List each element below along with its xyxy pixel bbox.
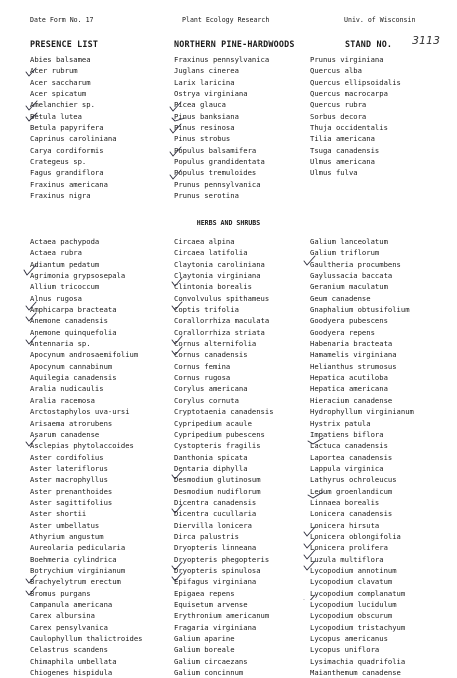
species-entry: Dryopteris phegopteris bbox=[174, 554, 270, 564]
species-entry: Aralia nudicaulis bbox=[30, 384, 104, 394]
species-entry: Populus tremuloides bbox=[174, 168, 257, 178]
species-entry: Lycopodium obscurum bbox=[310, 611, 393, 621]
species-entry: Convolvulus spithameus bbox=[174, 293, 270, 303]
species-entry: Quercus alba bbox=[310, 66, 362, 76]
species-entry: Hamamelis virginiana bbox=[310, 350, 397, 360]
species-entry: Carex pensylvanica bbox=[30, 622, 108, 632]
presence-list-title: PRESENCE LIST bbox=[30, 39, 99, 49]
species-entry: Laportea canadensis bbox=[310, 452, 393, 462]
species-entry: Acer rubrum bbox=[30, 66, 78, 76]
herbs-column-1 bbox=[30, 236, 143, 678]
trees-column-1 bbox=[30, 54, 117, 201]
species-entry: Aster sagittifolius bbox=[30, 497, 113, 507]
species-entry: Dirca palustris bbox=[174, 531, 239, 541]
species-entry: Cornus canadensis bbox=[174, 350, 248, 360]
species-entry: Galium aparine bbox=[174, 634, 235, 644]
species-entry: Fagus grandiflora bbox=[30, 168, 104, 178]
species-entry: Maianthemum canadense bbox=[310, 668, 401, 678]
species-entry: Aster macrophyllus bbox=[30, 475, 108, 485]
species-entry: Sorbus decora bbox=[310, 111, 367, 121]
species-entry: Hieracium canadense bbox=[310, 395, 393, 405]
species-entry: Cornus femina bbox=[174, 361, 231, 371]
species-entry: Amelanchier sp. bbox=[30, 100, 95, 110]
species-entry: Fraxinus americana bbox=[30, 179, 108, 189]
species-entry: Picea glauca bbox=[174, 100, 226, 110]
species-entry: Crategeus sp. bbox=[30, 157, 87, 167]
species-entry: Caprinus caroliniana bbox=[30, 134, 117, 144]
species-entry: Lycopodium clavatum bbox=[310, 577, 393, 587]
species-entry: Diervilla lonicera bbox=[174, 520, 252, 530]
species-entry: Impatiens biflora bbox=[310, 429, 384, 439]
species-entry: Lysimachia quadrifolia bbox=[310, 656, 406, 666]
species-entry: Clintonia borealis bbox=[174, 282, 252, 292]
species-entry: Corallorrhiza striata bbox=[174, 327, 265, 337]
species-entry: Ledum groenlandicum bbox=[310, 486, 393, 496]
species-entry: Prunus serotina bbox=[174, 191, 239, 201]
species-entry: Epifagus virginiana bbox=[174, 577, 257, 587]
species-entry: Arctostaphylos uva-ursi bbox=[30, 407, 130, 417]
species-entry: Pinus banksiana bbox=[174, 111, 239, 121]
species-entry: Apocynum androsaemifolium bbox=[30, 350, 139, 360]
species-entry: Lycopus americanus bbox=[310, 634, 388, 644]
species-entry: Cornus alternifolia bbox=[174, 339, 257, 349]
species-entry: Tsuga canadensis bbox=[310, 145, 380, 155]
species-entry: Cryptotaenia canadensis bbox=[174, 407, 274, 417]
species-entry: Carya cordiformis bbox=[30, 145, 104, 155]
species-entry: Erythronium americanum bbox=[174, 611, 270, 621]
species-entry: Hydrophyllum virginianum bbox=[310, 407, 414, 417]
species-entry: Aureolaria pedicularia bbox=[30, 543, 126, 553]
species-entry: Prunus pennsylvanica bbox=[174, 179, 261, 189]
species-entry: Lycopodium complanatum bbox=[310, 588, 406, 598]
species-entry: Corylus americana bbox=[174, 384, 248, 394]
species-entry: Hepatica americana bbox=[310, 384, 388, 394]
species-entry: Galium triflorum bbox=[310, 248, 380, 258]
species-entry: Lonicera canadensis bbox=[310, 509, 393, 519]
stand-label: STAND NO. bbox=[345, 39, 393, 49]
species-entry: Ulmus fulva bbox=[310, 168, 358, 178]
species-entry: Gaylussacia baccata bbox=[310, 271, 393, 281]
university-name: Univ. of Wisconsin bbox=[344, 16, 416, 24]
species-entry: Actaea rubra bbox=[30, 248, 82, 258]
species-entry: Abies balsamea bbox=[30, 55, 91, 64]
species-entry: Geum canadense bbox=[310, 293, 371, 303]
species-entry: Cypripedium acaule bbox=[174, 418, 252, 428]
species-entry: Corylus cornuta bbox=[174, 395, 239, 405]
species-entry: Dentaria diphylla bbox=[174, 463, 248, 473]
species-entry: Ostrya virginiana bbox=[174, 89, 248, 99]
community-title: NORTHERN PINE-HARDWOODS bbox=[174, 39, 295, 49]
species-entry: Amphicarpa bracteata bbox=[30, 305, 117, 315]
species-entry: Juglans cinerea bbox=[174, 66, 239, 76]
species-entry: Lonicera prolifera bbox=[310, 543, 388, 553]
species-entry: Chiogenes hispidula bbox=[30, 668, 113, 678]
trees-column-2 bbox=[174, 54, 269, 201]
species-entry: Brachyelytrum erectum bbox=[30, 577, 121, 587]
species-entry: Aster cordifolius bbox=[30, 452, 104, 462]
species-entry: Lycopodium annotinum bbox=[310, 565, 397, 575]
species-entry: Botrychium virginianum bbox=[30, 565, 126, 575]
species-entry: Acer saccharum bbox=[30, 77, 91, 87]
species-entry: Hystrix patula bbox=[310, 418, 371, 428]
species-entry: Dryopteris linneana bbox=[174, 543, 257, 553]
species-entry: Fragaria virginiana bbox=[174, 622, 257, 632]
species-entry: Aralia racemosa bbox=[30, 395, 95, 405]
species-entry: Campanula americana bbox=[30, 600, 113, 609]
species-entry: Danthonia spicata bbox=[174, 452, 248, 462]
species-entry: Claytonia caroliniana bbox=[174, 259, 265, 269]
species-entry: Tilia americana bbox=[310, 134, 375, 144]
species-entry: Lonicera oblongifolia bbox=[310, 531, 401, 541]
species-entry: Goodyera pubescens bbox=[310, 316, 388, 326]
species-entry: Adiantum pedatum bbox=[30, 259, 100, 269]
species-entry: Celastrus scandens bbox=[30, 645, 108, 655]
species-entry: Circaea alpina bbox=[174, 237, 235, 246]
species-entry: Populus balsamifera bbox=[174, 145, 257, 155]
species-entry: Antennaria sp. bbox=[30, 339, 91, 349]
stand-number: 3113 bbox=[412, 34, 440, 47]
species-entry: Lappula virginica bbox=[310, 463, 384, 473]
species-entry: Bromus purgans bbox=[30, 588, 91, 598]
herbs-shrubs-title: HERBS AND SHRUBS bbox=[196, 219, 261, 227]
species-entry: Claytonia virginiana bbox=[174, 271, 261, 281]
organization-name: Plant Ecology Research bbox=[182, 16, 270, 24]
herbs-column-2 bbox=[174, 236, 274, 678]
species-entry: Equisetum arvense bbox=[174, 600, 248, 609]
species-entry: Carex albursina bbox=[30, 611, 95, 621]
species-entry: Lycopodium lucidulum bbox=[310, 600, 397, 609]
species-entry: Cystopteris fragilis bbox=[174, 441, 261, 451]
species-entry: Anemone quinquefolia bbox=[30, 327, 117, 337]
species-entry: Lycopus uniflora bbox=[310, 645, 380, 655]
species-entry: Lactuca canadensis bbox=[310, 441, 388, 451]
species-entry: Hepatica acutiloba bbox=[310, 373, 388, 383]
species-entry: Circaea latifolia bbox=[174, 248, 248, 258]
species-entry: Quercus rubra bbox=[310, 100, 367, 110]
species-entry: Desmodium glutinosum bbox=[174, 475, 261, 485]
species-entry: Arisaema atrorubens bbox=[30, 418, 113, 428]
species-entry: Aster umbellatus bbox=[30, 520, 100, 530]
species-entry: Lathyrus ochroleucus bbox=[310, 475, 397, 485]
species-entry: Lycopodium tristachyum bbox=[310, 622, 406, 632]
species-entry: Aster prenanthoides bbox=[30, 486, 113, 496]
species-entry: Lonicera hirsuta bbox=[310, 520, 380, 530]
form-number: Date Form No. 17 bbox=[30, 16, 94, 24]
species-entry: Corallorrhiza maculata bbox=[174, 316, 270, 326]
species-entry: Caulophyllum thalictroides bbox=[30, 634, 143, 644]
species-entry: Helianthus strumosus bbox=[310, 361, 397, 371]
species-entry: Fraxinus nigra bbox=[30, 191, 91, 201]
species-entry: Pinus resinosa bbox=[174, 123, 235, 133]
trees-column-3 bbox=[310, 54, 401, 179]
species-entry: Quercus macrocarpa bbox=[310, 89, 388, 99]
species-entry: Thuja occidentalis bbox=[310, 123, 388, 133]
species-entry: Boehmeria cylindrica bbox=[30, 554, 117, 564]
species-entry: Galium circaezans bbox=[174, 656, 248, 666]
species-entry: Galium boreale bbox=[174, 645, 235, 655]
species-entry: Linnaea borealis bbox=[310, 497, 380, 507]
species-entry: Apocynum cannabinum bbox=[30, 361, 113, 371]
species-entry: Alnus rugosa bbox=[30, 293, 82, 303]
species-entry: Gaultheria procumbens bbox=[310, 259, 401, 269]
species-entry: Chimaphila umbellata bbox=[30, 656, 117, 666]
species-entry: Dicentra cucullaria bbox=[174, 509, 257, 519]
herbs-column-3 bbox=[310, 236, 414, 678]
species-entry: Luzula multiflora bbox=[310, 554, 384, 564]
species-entry: Pinus strobus bbox=[174, 134, 231, 144]
species-entry: Anemone canadensis bbox=[30, 316, 108, 326]
species-entry: Actaea pachypoda bbox=[30, 237, 100, 246]
species-entry: Aster lateriflorus bbox=[30, 463, 108, 473]
species-entry: Allium tricoccum bbox=[30, 282, 100, 292]
species-entry: Goodyera repens bbox=[310, 327, 375, 337]
species-entry: Ulmus americana bbox=[310, 157, 375, 167]
species-entry: Agrimonia grypsosepala bbox=[30, 271, 126, 281]
species-entry: Dicentra canadensis bbox=[174, 497, 257, 507]
species-entry: Cornus rugosa bbox=[174, 373, 231, 383]
species-entry: Asarum canadense bbox=[30, 429, 100, 439]
species-entry: Coptis trifolia bbox=[174, 305, 239, 315]
species-entry: Desmodium nudiflorum bbox=[174, 486, 261, 496]
species-entry: Galium concinnum bbox=[174, 668, 244, 678]
species-entry: Geranium maculatum bbox=[310, 282, 388, 292]
species-entry: Betula papyrifera bbox=[30, 123, 104, 133]
species-entry: Quercus ellipsoidalis bbox=[310, 77, 401, 87]
species-entry: Prunus virginiana bbox=[310, 55, 384, 64]
species-entry: Fraxinus pennsylvanica bbox=[174, 55, 270, 64]
species-entry: Acer spicatum bbox=[30, 89, 87, 99]
species-entry: Aquilegia canadensis bbox=[30, 373, 117, 383]
species-entry: Aster shortii bbox=[30, 509, 87, 519]
species-entry: Dryopteris spinulosa bbox=[174, 565, 261, 575]
species-entry: Asclepias phytolaccoides bbox=[30, 441, 134, 451]
species-entry: Habenaria bracteata bbox=[310, 339, 393, 349]
species-entry: Epigaea repens bbox=[174, 588, 235, 598]
species-entry: Populus grandidentata bbox=[174, 157, 265, 167]
species-entry: Gnaphalium obtusifolium bbox=[310, 305, 410, 315]
species-entry: Betula lutea bbox=[30, 111, 82, 121]
species-entry: Larix laricina bbox=[174, 77, 235, 87]
species-entry: Athyrium angustum bbox=[30, 531, 104, 541]
species-entry: Cypripedium pubescens bbox=[174, 429, 265, 439]
species-entry: Galium lanceolatum bbox=[310, 237, 388, 246]
